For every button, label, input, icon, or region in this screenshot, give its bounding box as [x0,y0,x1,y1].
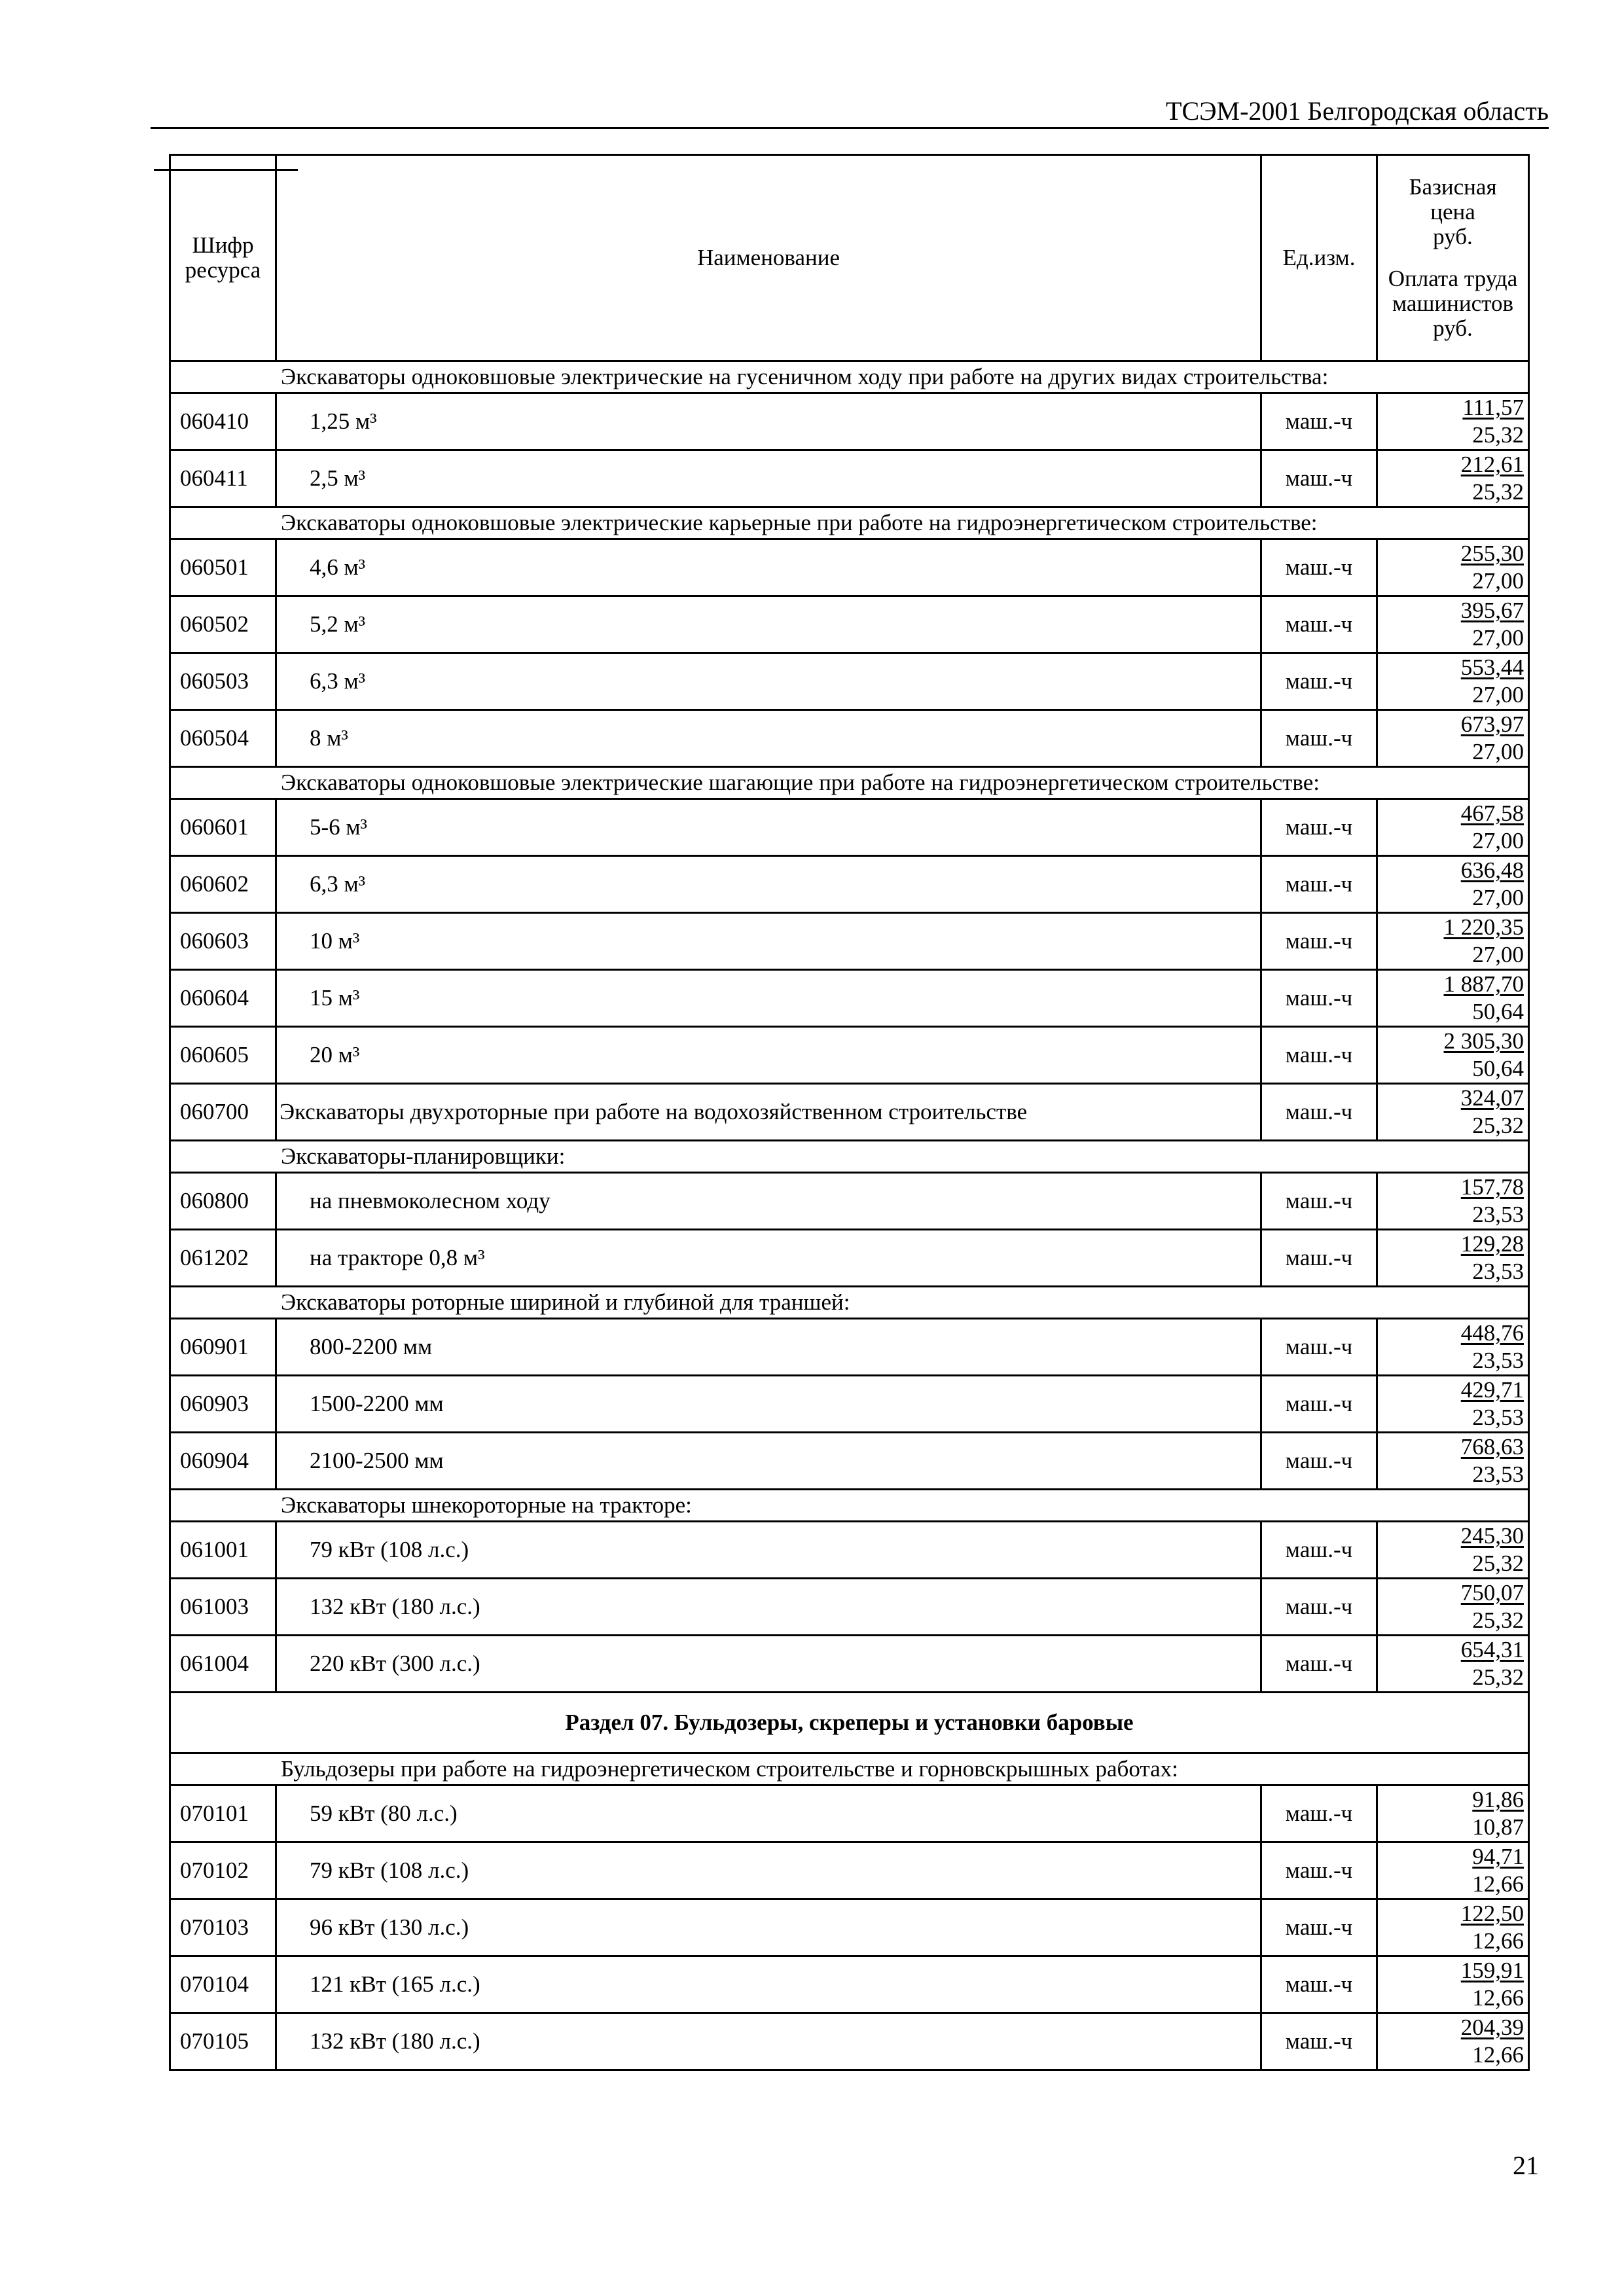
base-price: 1 887,70 [1443,971,1524,997]
category-row [170,1287,1529,1319]
base-price: 2 305,30 [1443,1028,1524,1054]
base-price: 654,31 [1460,1637,1524,1662]
table-row [170,539,1529,596]
base-price: 159,91 [1460,1958,1524,1983]
unit-cell: маш.-ч [1261,710,1377,767]
price-cell [1377,1522,1529,1579]
resource-name: 121 кВт (165 л.с.) [276,1956,1261,2013]
operator-labor-cost: 25,32 [1472,479,1524,505]
base-price: 157,78 [1460,1174,1524,1200]
table-row [170,856,1529,913]
resource-name: 8 м³ [276,710,1261,767]
resource-name: 10 м³ [276,913,1261,970]
base-price: 204,39 [1460,2015,1524,2040]
table-row [170,653,1529,710]
operator-labor-cost: 12,66 [1472,1985,1524,2011]
resource-name: 132 кВт (180 л.с.) [276,1579,1261,1636]
operator-labor-cost: 27,00 [1472,568,1524,594]
unit-cell: маш.-ч [1261,1899,1377,1956]
price-cell [1377,1899,1529,1956]
operator-labor-cost: 27,00 [1472,828,1524,853]
resource-name: 96 кВт (130 л.с.) [276,1899,1261,1956]
resource-code: 060903 [170,1376,276,1433]
resource-name: Экскаваторы двухроторные при работе на водохозяйственном строительстве [276,1084,1261,1141]
table-row [170,596,1529,653]
resource-name: 5,2 м³ [276,596,1261,653]
column-header-code-line: ресурса [185,257,261,283]
resource-code: 060502 [170,596,276,653]
base-price: 673,97 [1460,711,1524,737]
table-row [170,1376,1529,1433]
base-price: 467,58 [1460,800,1524,826]
column-header-price-line: Базисная [1409,174,1497,200]
category-heading: Экскаваторы одноковшовые электрические на гусеничном ходу при работе на других видах строительства: [170,361,1529,393]
resource-name: на пневмоколесном ходу [276,1173,1261,1230]
operator-labor-cost: 27,00 [1472,942,1524,967]
operator-labor-cost: 23,53 [1472,1348,1524,1373]
document-header-title: ТСЭМ-2001 Белгородская область [1166,96,1549,126]
unit-cell: маш.-ч [1261,596,1377,653]
price-cell [1377,1376,1529,1433]
resource-code: 060501 [170,539,276,596]
header-rule [151,127,1549,129]
unit-cell: маш.-ч [1261,1173,1377,1230]
operator-labor-cost: 25,32 [1472,1113,1524,1138]
price-cell [1377,970,1529,1027]
resource-code: 070105 [170,2013,276,2070]
resource-code: 060504 [170,710,276,767]
unit-cell: маш.-ч [1261,970,1377,1027]
table-row [170,1842,1529,1899]
price-cell [1377,1636,1529,1693]
unit-cell: маш.-ч [1261,1956,1377,2013]
table-row [170,1579,1529,1636]
price-cell [1377,1842,1529,1899]
column-header-code-line: Шифр [192,232,254,258]
column-header-labor-line: руб. [1433,315,1473,341]
base-price: 129,28 [1460,1231,1524,1257]
category-heading: Бульдозеры при работе на гидроэнергетическом строительстве и горновскрышных работах: [170,1753,1529,1785]
resource-name: на тракторе 0,8 м³ [276,1230,1261,1287]
section-row [170,1693,1529,1753]
operator-labor-cost: 12,66 [1472,1928,1524,1954]
table-row [170,1173,1529,1230]
table-header-row [170,155,1529,361]
unit-cell: маш.-ч [1261,1084,1377,1141]
resource-code: 060601 [170,799,276,856]
operator-labor-cost: 25,32 [1472,1607,1524,1633]
resource-code: 061003 [170,1579,276,1636]
resource-name: 1500-2200 мм [276,1376,1261,1433]
table-row [170,1956,1529,2013]
base-price: 91,86 [1472,1787,1524,1812]
operator-labor-cost: 25,32 [1472,1664,1524,1690]
unit-cell: маш.-ч [1261,1027,1377,1084]
price-cell [1377,1027,1529,1084]
table-row [170,450,1529,507]
price-cell [1377,1579,1529,1636]
price-cell [1377,1173,1529,1230]
resource-name: 2100-2500 мм [276,1433,1261,1490]
price-cell [1377,710,1529,767]
resource-name: 79 кВт (108 л.с.) [276,1842,1261,1899]
unit-cell: маш.-ч [1261,1376,1377,1433]
price-cell [1377,1084,1529,1141]
category-row [170,1141,1529,1173]
section-heading: Раздел 07. Бульдозеры, скреперы и установки баровые [170,1693,1529,1753]
operator-labor-cost: 27,00 [1472,885,1524,910]
resource-name: 15 м³ [276,970,1261,1027]
table-row [170,799,1529,856]
table-row [170,710,1529,767]
price-cell [1377,1785,1529,1842]
table-row [170,1230,1529,1287]
category-row [170,361,1529,393]
category-row [170,767,1529,799]
base-price: 1 220,35 [1443,914,1524,940]
resource-code: 060904 [170,1433,276,1490]
resource-code: 060410 [170,393,276,450]
category-row [170,1753,1529,1785]
resource-code: 061001 [170,1522,276,1579]
operator-labor-cost: 25,32 [1472,1551,1524,1576]
base-price: 111,57 [1462,395,1524,420]
resource-code: 060602 [170,856,276,913]
base-price: 448,76 [1460,1320,1524,1346]
resource-name: 59 кВт (80 л.с.) [276,1785,1261,1842]
unit-cell: маш.-ч [1261,393,1377,450]
price-cell [1377,393,1529,450]
resource-code: 060700 [170,1084,276,1141]
unit-cell: маш.-ч [1261,539,1377,596]
unit-cell: маш.-ч [1261,856,1377,913]
unit-cell: маш.-ч [1261,1319,1377,1376]
operator-labor-cost: 27,00 [1472,739,1524,764]
operator-labor-cost: 12,66 [1472,2042,1524,2068]
unit-cell: маш.-ч [1261,653,1377,710]
unit-cell: маш.-ч [1261,1842,1377,1899]
category-heading: Экскаваторы-планировщики: [170,1141,1529,1173]
price-cell [1377,913,1529,970]
resource-code: 060800 [170,1173,276,1230]
table-row [170,1899,1529,1956]
base-price: 768,63 [1460,1434,1524,1460]
column-header-code [170,155,276,361]
base-price: 750,07 [1460,1580,1524,1605]
table-row [170,1319,1529,1376]
column-header-unit: Ед.изм. [1261,155,1377,361]
price-cell [1377,2013,1529,2070]
table-row [170,1636,1529,1693]
resource-code: 060901 [170,1319,276,1376]
table-row [170,970,1529,1027]
resource-name: 4,6 м³ [276,539,1261,596]
base-price: 122,50 [1460,1901,1524,1926]
resource-name: 220 кВт (300 л.с.) [276,1636,1261,1693]
category-heading: Экскаваторы одноковшовые электрические карьерные при работе на гидроэнергетическом строительстве: [170,507,1529,539]
base-price: 553,44 [1460,655,1524,680]
resource-name: 6,3 м³ [276,653,1261,710]
base-price: 395,67 [1460,598,1524,623]
operator-labor-cost: 50,64 [1472,999,1524,1024]
price-cell [1377,1230,1529,1287]
operator-labor-cost: 25,32 [1472,422,1524,448]
unit-cell: маш.-ч [1261,1433,1377,1490]
category-row [170,1490,1529,1522]
operator-labor-cost: 23,53 [1472,1259,1524,1284]
category-heading: Экскаваторы роторные шириной и глубиной для траншей: [170,1287,1529,1319]
resource-code: 061004 [170,1636,276,1693]
resource-code: 060411 [170,450,276,507]
operator-labor-cost: 23,53 [1472,1462,1524,1487]
category-row [170,507,1529,539]
unit-cell: маш.-ч [1261,799,1377,856]
column-header-price [1377,155,1529,361]
resource-price-table [169,154,1530,2071]
table-row [170,1785,1529,1842]
resource-code: 060604 [170,970,276,1027]
resource-code: 060605 [170,1027,276,1084]
page-number: 21 [1513,2151,1539,2180]
unit-cell: маш.-ч [1261,1636,1377,1693]
resource-code: 070102 [170,1842,276,1899]
resource-name: 6,3 м³ [276,856,1261,913]
operator-labor-cost: 10,87 [1472,1814,1524,1840]
base-price: 636,48 [1460,857,1524,883]
price-cell [1377,1433,1529,1490]
table-row [170,1522,1529,1579]
resource-code: 070104 [170,1956,276,2013]
operator-labor-cost: 50,64 [1472,1056,1524,1081]
column-header-labor-line: Оплата труда [1388,266,1518,291]
table-row [170,1027,1529,1084]
base-price: 245,30 [1460,1523,1524,1549]
resource-code: 070101 [170,1785,276,1842]
column-header-name: Наименование [276,155,1261,361]
resource-name: 5-6 м³ [276,799,1261,856]
table-row [170,1084,1529,1141]
column-header-price-line: цена [1430,199,1475,224]
operator-labor-cost: 12,66 [1472,1871,1524,1897]
resource-name: 132 кВт (180 л.с.) [276,2013,1261,2070]
column-header-price-line: руб. [1433,224,1473,249]
unit-cell: маш.-ч [1261,1579,1377,1636]
operator-labor-cost: 23,53 [1472,1405,1524,1430]
resource-code: 070103 [170,1899,276,1956]
price-cell [1377,799,1529,856]
price-cell [1377,450,1529,507]
operator-labor-cost: 23,53 [1472,1202,1524,1227]
base-price: 324,07 [1460,1085,1524,1111]
category-heading: Экскаваторы одноковшовые электрические шагающие при работе на гидроэнергетическом строительстве: [170,767,1529,799]
unit-cell: маш.-ч [1261,2013,1377,2070]
operator-labor-cost: 27,00 [1472,682,1524,708]
resource-name: 79 кВт (108 л.с.) [276,1522,1261,1579]
resource-name: 2,5 м³ [276,450,1261,507]
price-cell [1377,596,1529,653]
base-price: 94,71 [1472,1844,1524,1869]
price-cell [1377,1956,1529,2013]
table-row [170,913,1529,970]
column-header-labor-line: машинистов [1392,291,1513,316]
price-cell [1377,653,1529,710]
resource-name: 800-2200 мм [276,1319,1261,1376]
category-heading: Экскаваторы шнекороторные на тракторе: [170,1490,1529,1522]
base-price: 255,30 [1460,541,1524,566]
unit-cell: маш.-ч [1261,1230,1377,1287]
unit-cell: маш.-ч [1261,1522,1377,1579]
unit-cell: маш.-ч [1261,1785,1377,1842]
operator-labor-cost: 27,00 [1472,625,1524,651]
table-row [170,1433,1529,1490]
unit-cell: маш.-ч [1261,913,1377,970]
base-price: 429,71 [1460,1377,1524,1403]
unit-cell: маш.-ч [1261,450,1377,507]
resource-name: 1,25 м³ [276,393,1261,450]
resource-code: 061202 [170,1230,276,1287]
price-cell [1377,856,1529,913]
table-row [170,393,1529,450]
resource-name: 20 м³ [276,1027,1261,1084]
resource-code: 060603 [170,913,276,970]
price-cell [1377,1319,1529,1376]
column-header-gap [1382,249,1524,266]
resource-code: 060503 [170,653,276,710]
table-row [170,2013,1529,2070]
base-price: 212,61 [1460,452,1524,477]
price-cell [1377,539,1529,596]
